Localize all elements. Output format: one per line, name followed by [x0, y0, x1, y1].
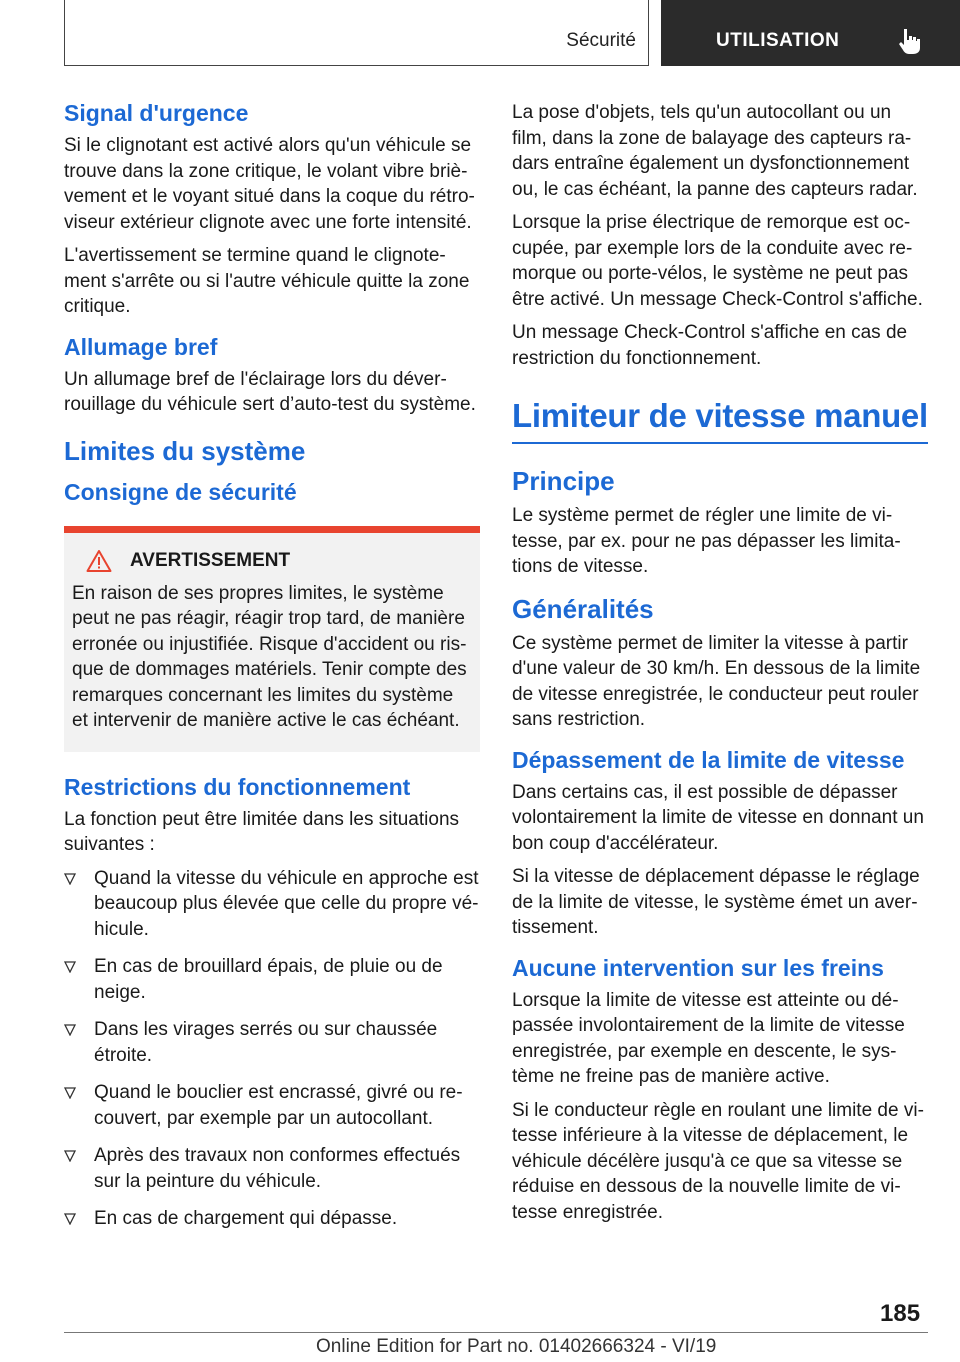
paragraph: Lorsque la prise électrique de remorque est occupée, par exemple lors de la conduite avec remorque ou porte-vélos, le système ne peut pas être activé. Un message Check-Control s'affiche.	[512, 212, 923, 310]
heading-restrictions: Restrictions du fonctionnement	[64, 773, 411, 800]
footer-edition: Online Edition for Part no. 01402666324 - VI/19	[316, 1336, 717, 1357]
heading-aucune-intervention: Aucune intervention sur les freins	[512, 954, 884, 981]
header-chapter-box	[661, 0, 960, 66]
paragraph: L'avertissement se termine quand le clignotement s'arrête ou si l'autre véhicule quitte la zone critique.	[64, 245, 470, 317]
paragraph: Un message Check-Control s'affiche en cas de restriction du fonctionnement.	[512, 322, 908, 369]
paragraph: Un allumage bref de l'éclairage lors du déverrouillage du véhicule sert d’auto-test du système.	[64, 368, 476, 415]
list-item: Quand le bouclier est encrassé, givré ou recouvert, par exemple par un autocollant.	[64, 1080, 480, 1131]
heading-generalites: Généralités	[512, 593, 654, 624]
list-item: Après des travaux non conformes effectués sur la peinture du véhicule.	[64, 1143, 480, 1194]
paragraph: La pose d'objets, tels qu'un autocollant ou un film, dans la zone de balayage des capteurs radars entraîne également un dysfonctionnement ou, le cas échéant, la panne des capteurs radar.	[512, 102, 918, 200]
triangle-bullet-icon	[64, 961, 76, 973]
heading-consigne-securite: Consigne de sécurité	[64, 478, 297, 505]
page-number: 185	[880, 1300, 921, 1327]
triangle-bullet-icon	[64, 873, 76, 885]
paragraph: La fonction peut être limitée dans les situations suivantes :	[64, 808, 460, 855]
header-chapter-label: UTILISATION	[716, 30, 840, 51]
header-section-label: Sécurité	[566, 30, 636, 51]
triangle-bullet-icon	[64, 1087, 76, 1099]
warning-text: En raison de ses propres limites, le système peut ne pas réagir, réagir trop tard, de manière erronée ou injustifiée. Risque d'accident ou risque de dommages matériels. Tenir compte des remarques concernant les limites du système et intervenir de manière active le cas échéant.	[72, 582, 467, 731]
paragraph: Si le conducteur règle en roulant une limite de vitesse inférieure à la vitesse de déplacement, le véhicule décélère jusqu'à ce que sa vitesse se réduise en dessous de la nouvelle limite de vitesse enregistrée.	[512, 1099, 924, 1223]
left-column	[64, 100, 480, 1244]
paragraph: Ce système permet de limiter la vitesse à partir d'une valeur de 30 km/h. En dessous de la limite de vitesse enregistrée, le conducteur peut rouler sans restriction.	[512, 632, 921, 730]
warning-box	[64, 526, 480, 752]
heading-limiteur-vitesse: Limiteur de vitesse manuel	[512, 397, 928, 444]
right-column	[512, 100, 928, 1233]
warning-triangle-icon	[86, 549, 112, 573]
warning-title	[86, 549, 472, 573]
restrictions-list	[64, 866, 480, 1232]
list-item: En cas de brouillard épais, de pluie ou de neige.	[64, 954, 480, 1005]
hand-pointer-icon	[897, 27, 923, 55]
heading-signal-urgence: Signal d'urgence	[64, 100, 249, 126]
heading-limites-systeme: Limites du système	[64, 435, 306, 466]
triangle-bullet-icon	[64, 1213, 76, 1225]
list-item: Dans les virages serrés ou sur chaussée étroite.	[64, 1017, 480, 1068]
paragraph: Le système permet de régler une limite de vitesse, par ex. pour ne pas dépasser les limitations de vitesse.	[512, 505, 901, 577]
heading-depassement: Dépassement de la limite de vitesse	[512, 746, 905, 773]
heading-principe: Principe	[512, 466, 615, 496]
footer-divider	[64, 1332, 928, 1333]
list-item: En cas de chargement qui dépasse.	[64, 1206, 480, 1232]
paragraph: Dans certains cas, il est possible de dépasser volontairement la limite de vitesse en donnant un bon coup d'accélérateur.	[512, 781, 924, 854]
triangle-bullet-icon	[64, 1150, 76, 1162]
triangle-bullet-icon	[64, 1024, 76, 1036]
list-item: Quand la vitesse du véhicule en approche est beaucoup plus élevée que celle du propre véhicule.	[64, 866, 480, 943]
paragraph: Si la vitesse de déplacement dépasse le réglage de la limite de vitesse, le système émet un avertissement.	[512, 866, 920, 938]
paragraph: Si le clignotant est activé alors qu'un véhicule se trouve dans la zone critique, le volant vibre brièvement et le voyant situé dans la coque du rétroviseur extérieur clignote avec une forte intensité.	[64, 135, 475, 233]
warning-title-text: AVERTISSEMENT	[130, 549, 291, 571]
heading-allumage-bref: Allumage bref	[64, 333, 218, 360]
paragraph: Lorsque la limite de vitesse est atteinte ou dépassée involontairement de la limite de vitesse enregistrée, par exemple en descente, le système ne freine pas de manière active.	[512, 989, 905, 1087]
header-section-box	[64, 0, 649, 66]
